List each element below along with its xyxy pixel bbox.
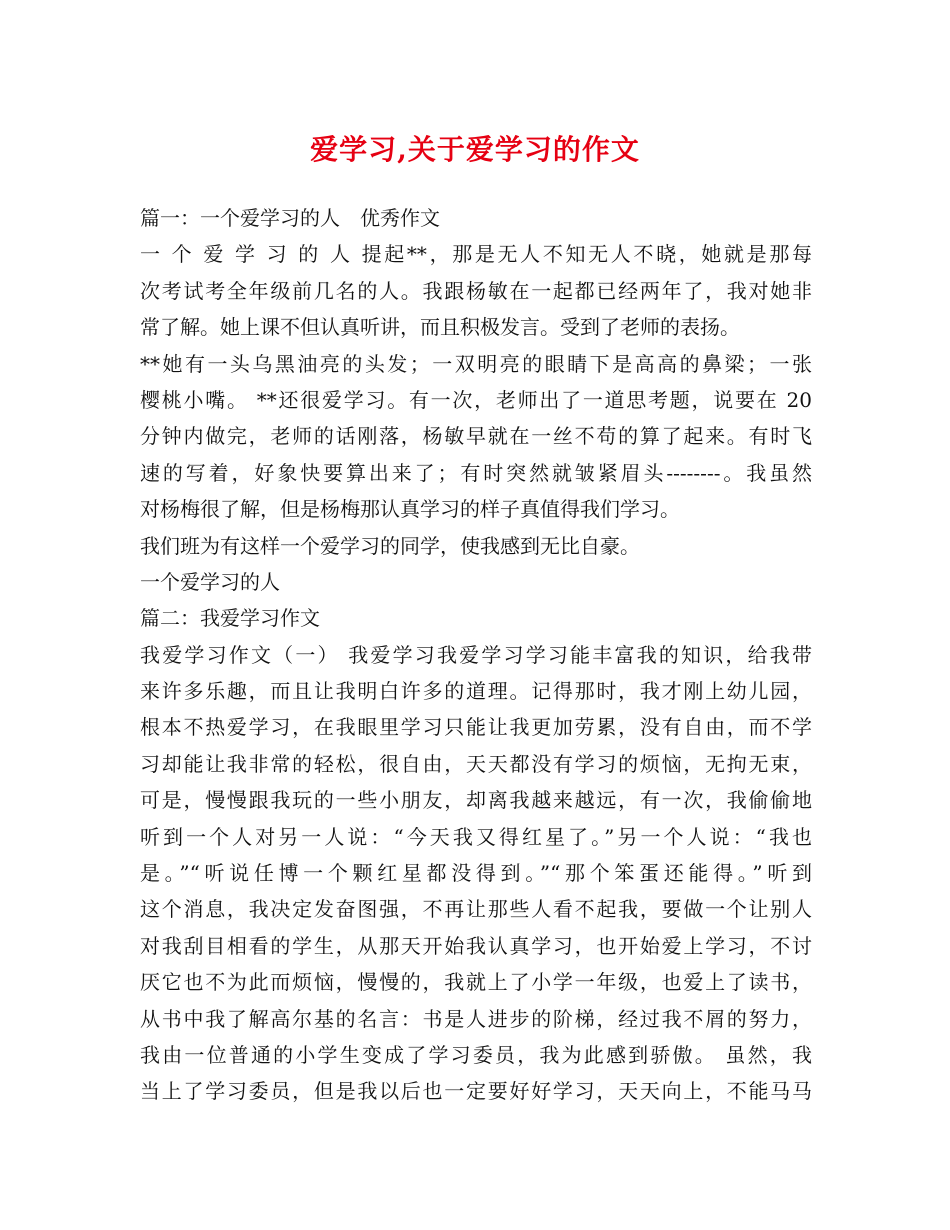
text-line: 次考试考全年级前几名的人。我跟杨敏在一起都已经两年了，我对她非 — [140, 278, 812, 303]
text-line: **她有一头乌黑油亮的头发；一双明亮的眼睛下是高高的鼻梁；一张 — [140, 351, 812, 376]
document-body — [140, 200, 812, 1110]
text-line: 厌它也不为此而烦恼，慢慢的，我就上了小学一年级，也爱上了读书， — [140, 970, 812, 995]
document-title: 爱学习,关于爱学习的作文 — [310, 133, 640, 166]
text-line: 常了解。她上课不但认真听讲，而且积极发言。受到了老师的表扬。 — [140, 315, 740, 340]
text-line: 从书中我了解高尔基的名言：书是人进步的阶梯，经过我不屑的努力， — [140, 1006, 812, 1031]
text-line: 是。”“听说任博一个颗红星都没得到。”“那个笨蛋还能得。”听到 — [140, 861, 812, 886]
text-line: 习却能让我非常的轻松，很自由，天天都没有学习的烦恼，无拘无束， — [140, 751, 812, 776]
text-line: 当上了学习委员，但是我以后也一定要好好学习，天天向上，不能马马 — [140, 1079, 812, 1104]
text-line: 这个消息，我决定发奋图强，不再让那些人看不起我，要做一个让别人 — [140, 897, 812, 922]
text-line: 我们班为有这样一个爱学习的同学，使我感到无比自豪。 — [140, 533, 640, 558]
text-line: 一个爱学习的人 — [140, 569, 280, 594]
text-line: 篇一：一个爱学习的人 优秀作文 — [140, 206, 440, 230]
text-line: 分钟内做完，老师的话刚落，杨敏早就在一丝不苟的算了起来。有时飞 — [140, 424, 812, 449]
text-line: 我由一位普通的小学生变成了学习委员，我为此感到骄傲。 虽然，我 — [140, 1042, 812, 1067]
text-line: 樱桃小嘴。 **还很爱学习。有一次，老师出了一道思考题，说要在 20 — [140, 387, 812, 412]
text-line: 我爱学习作文（一） 我爱学习我爱学习学习能丰富我的知识，给我带 — [140, 642, 812, 667]
text-line: 篇二：我爱学习作文 — [140, 606, 320, 631]
text-line: 对我刮目相看的学生，从那天开始我认真学习，也开始爱上学习，不讨 — [140, 933, 812, 958]
text-line: 一 个 爱 学 习 的 人 提起**，那是无人不知无人不晓，她就是那每 — [140, 242, 812, 267]
text-line: 来许多乐趣，而且让我明白许多的道理。记得那时，我才刚上幼儿园， — [140, 679, 812, 704]
text-line: 速的写着，好象快要算出来了；有时突然就皱紧眉头--------。我虽然 — [140, 460, 812, 485]
text-line: 根本不热爱学习，在我眼里学习只能让我更加劳累，没有自由，而不学 — [140, 715, 812, 740]
text-line: 听到一个人对另一人说：“今天我又得红星了。”另一个人说：“我也 — [140, 824, 812, 849]
text-line: 可是，慢慢跟我玩的一些小朋友，却离我越来越远，有一次，我偷偷地 — [140, 788, 812, 813]
text-line: 对杨梅很了解，但是杨梅那认真学习的样子真值得我们学习。 — [140, 497, 680, 522]
